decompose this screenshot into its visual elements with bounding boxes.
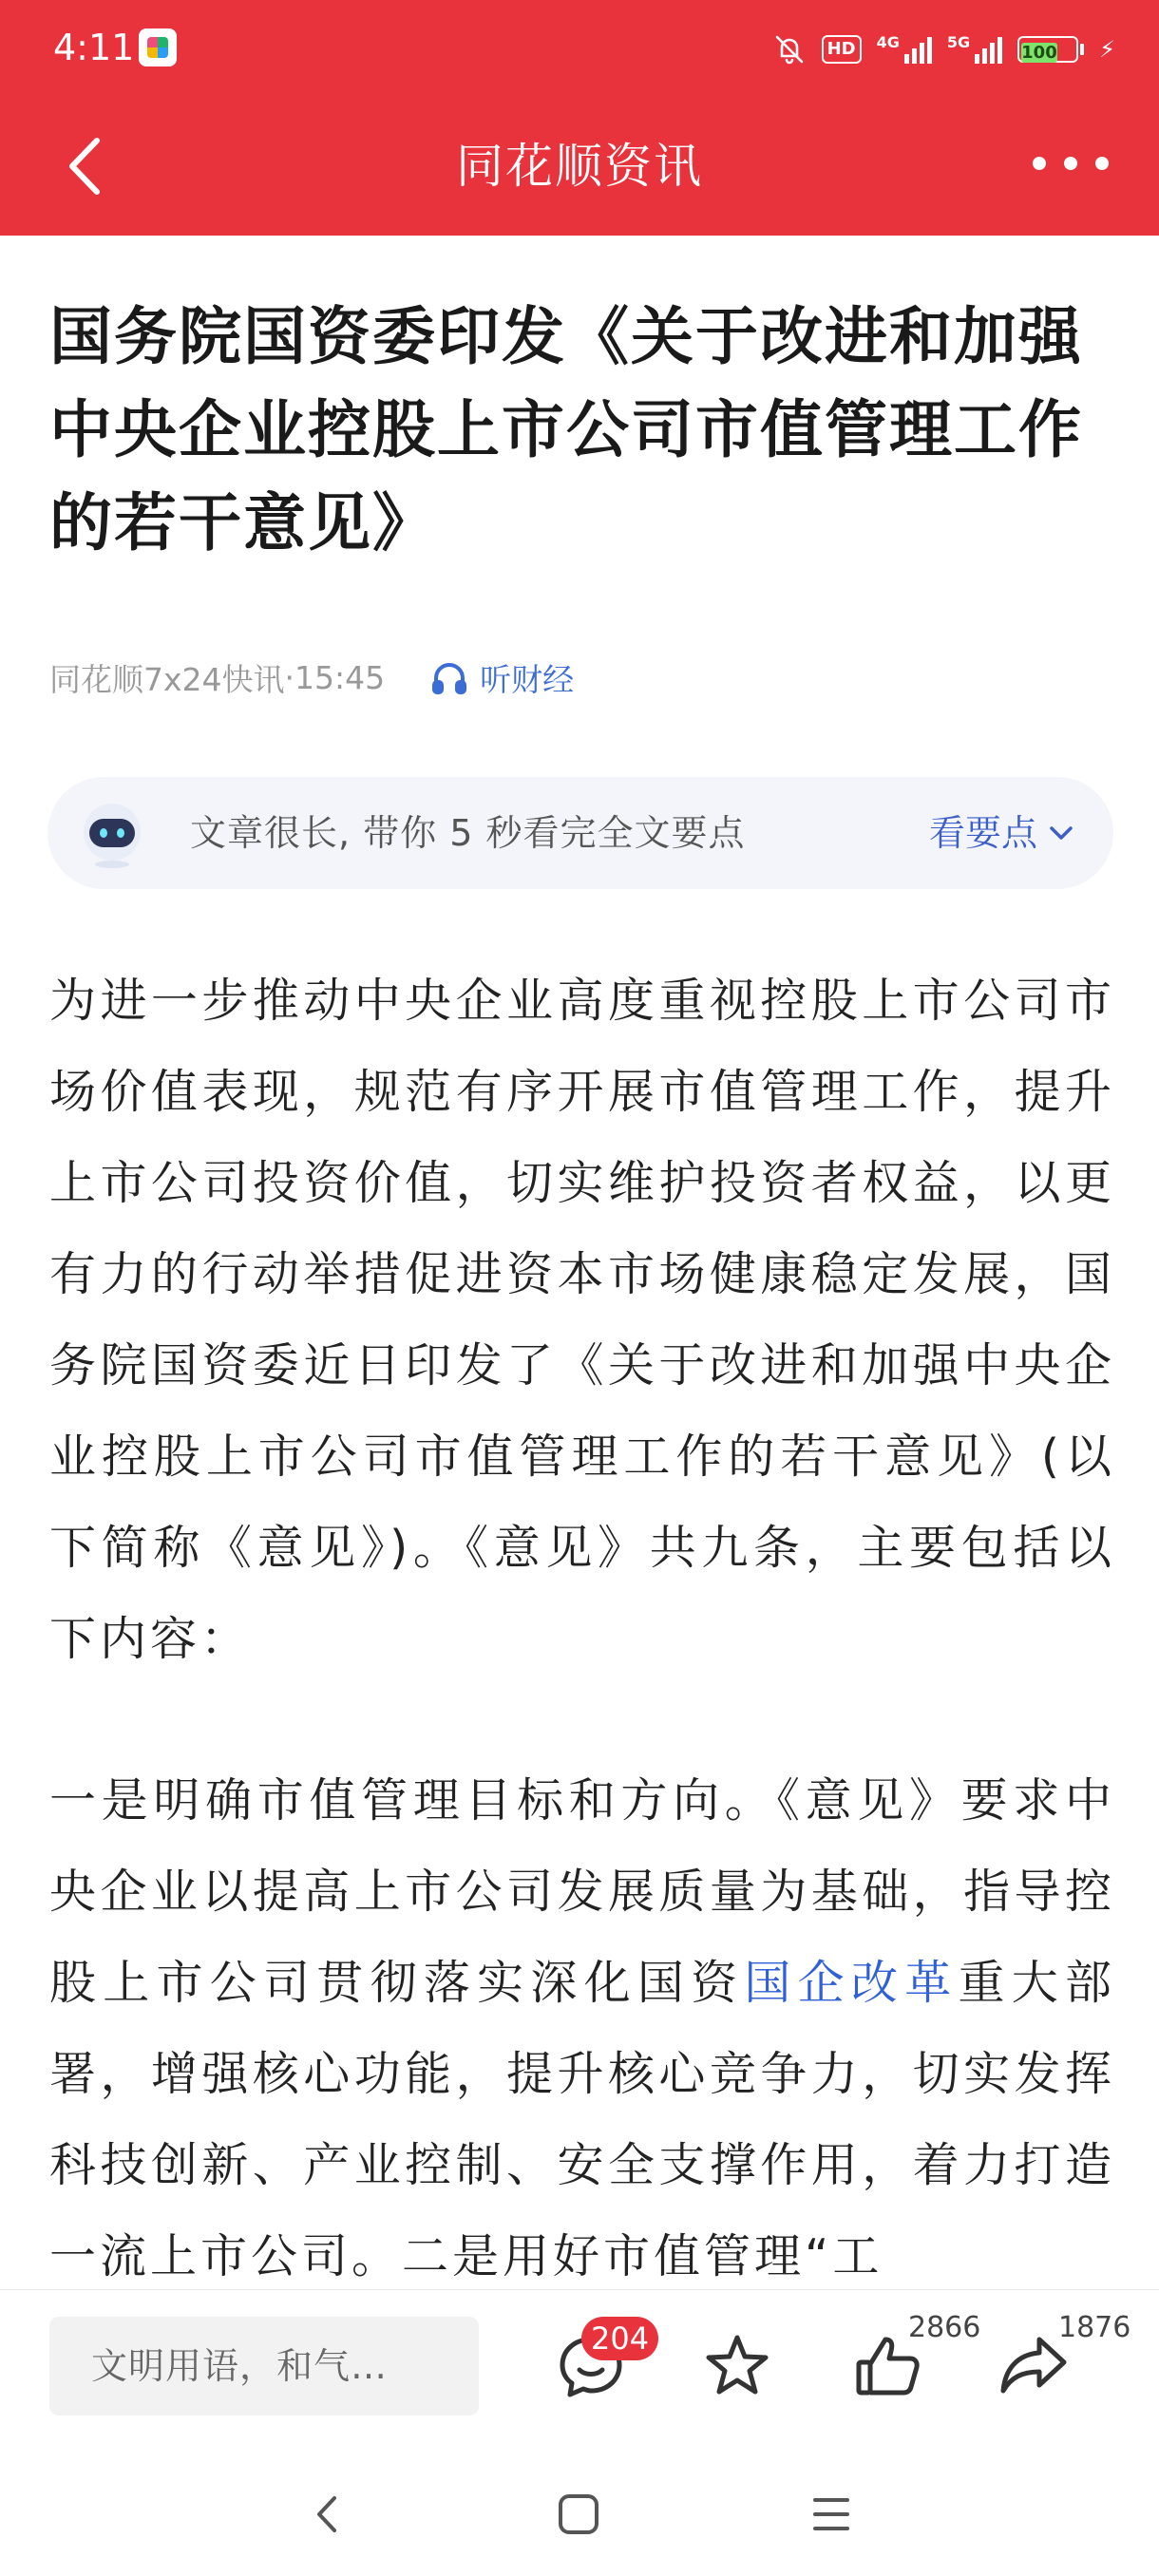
system-back-icon[interactable]	[294, 2481, 361, 2548]
article-paragraph-2	[49, 1755, 1115, 2302]
bell-off-icon	[772, 32, 807, 66]
article-source: 同花顺7x24快讯	[49, 661, 285, 698]
status-bar	[0, 0, 1159, 95]
paragraph-2-text-b: 重大部署，增强核心功能，提升核心竞争力，切实发挥科技创新、产业控制、安全支撑作用，着力打造一流上市公司。二是用好市值管理“工	[49, 1956, 1115, 2283]
hd-badge: HD	[822, 35, 862, 64]
comment-count-badge: 204	[581, 2317, 658, 2360]
system-menu-icon[interactable]	[798, 2481, 864, 2548]
bottom-action-bar	[0, 2289, 1159, 2452]
listen-button[interactable]	[430, 655, 574, 700]
star-icon[interactable]	[701, 2330, 773, 2402]
article-time: 15:45	[294, 659, 386, 696]
meta-separator: ·	[284, 659, 295, 696]
headphones-icon	[430, 659, 468, 697]
signal-icon-2	[947, 35, 1002, 64]
signal-icon	[877, 35, 932, 64]
like-count: 2866	[908, 2311, 981, 2344]
system-nav-bar	[0, 2451, 1159, 2576]
app-header	[0, 0, 1159, 236]
battery-level: 100	[1021, 43, 1057, 63]
paragraph-2-text-a: 一是明确市值管理目标和方向。《意见》要求中央企业以提高上市公司发展质量为基础，指导控股上市公司贯彻落实深化国资	[49, 1773, 1115, 2010]
comment-input[interactable]: 文明用语，和气…	[49, 2317, 479, 2415]
keyword-link[interactable]: 国企改革	[744, 1956, 959, 2010]
article-paragraph-1: 为进一步推动中央企业高度重视控股上市公司市场价值表现，规范有序开展市值管理工作，提升上市公司投资价值，切实维护投资者权益，以更有力的行动举措促进资本市场健康稳定发展，国务院国资委近日印发了《关于改进和加强中央企业控股上市公司市值管理工作的若干意见》(以下简称《意见》)。《意见》共九条，主要包括以下内容：	[49, 974, 1115, 1666]
view-key-points-button[interactable]	[929, 809, 1075, 857]
robot-icon	[76, 798, 148, 870]
nav-title: 同花顺资讯	[456, 139, 703, 194]
status-time: 4:11	[53, 27, 135, 68]
battery-icon	[1017, 36, 1084, 63]
chevron-down-icon	[1047, 824, 1075, 843]
charging-icon: ⚡	[1099, 36, 1115, 63]
share-count: 1876	[1058, 2311, 1131, 2344]
system-home-icon[interactable]	[545, 2481, 612, 2548]
more-dots-icon[interactable]	[1028, 144, 1113, 182]
app-icon	[139, 28, 177, 66]
summary-action-label: 看要点	[928, 812, 1037, 854]
ai-summary-bar[interactable]	[48, 777, 1113, 889]
nav-bar	[0, 95, 1159, 236]
article-title: 国务院国资委印发《关于改进和加强中央企业控股上市公司市值管理工作的若干意见》	[49, 300, 1083, 559]
network-label: 4G	[876, 33, 900, 51]
status-right-group	[772, 28, 1115, 70]
article-meta	[49, 655, 574, 700]
listen-label: 听财经	[480, 661, 575, 698]
network-label-2: 5G	[946, 33, 971, 51]
summary-text: 文章很长, 带你 5 秒看完全文要点	[190, 812, 746, 854]
